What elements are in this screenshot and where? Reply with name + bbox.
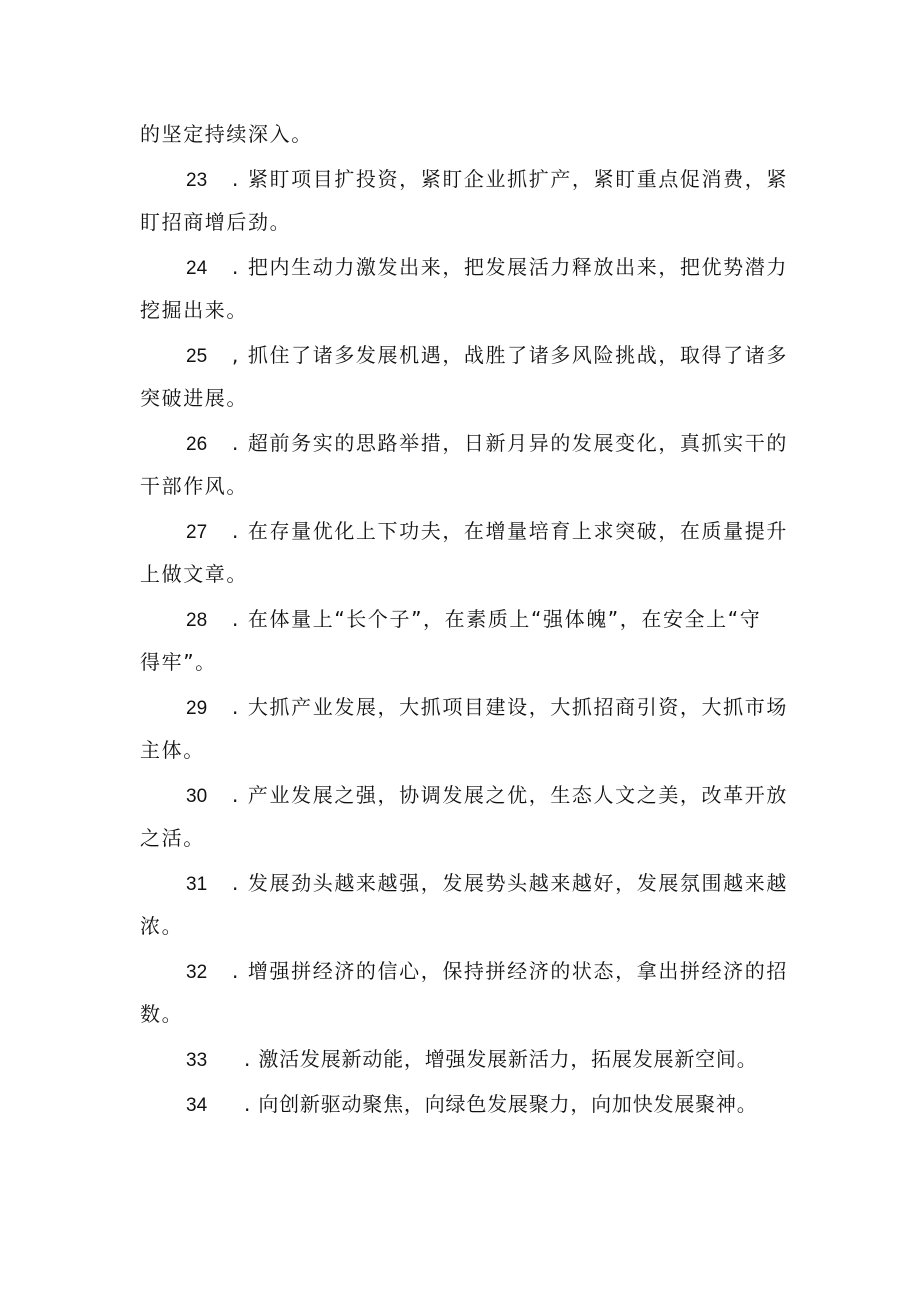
text-line xyxy=(140,911,790,941)
line-text: 浓。 xyxy=(140,914,184,938)
item-number: 23 xyxy=(186,170,208,191)
line-text: 突破进展。 xyxy=(140,386,248,410)
text-line xyxy=(140,559,790,589)
text-line xyxy=(140,471,790,501)
list-item-23 xyxy=(140,164,790,194)
list-item-24 xyxy=(140,252,790,282)
item-number: 25 xyxy=(186,346,208,367)
line-text: . 把内生动力激发出来，把发展活力释放出来，把优势潜力 xyxy=(232,255,788,279)
line-text: 主体。 xyxy=(140,738,205,762)
line-text: . 超前务实的思路举措，日新月异的发展变化，真抓实干的 xyxy=(232,431,788,455)
line-text: 得牢”。 xyxy=(140,650,217,674)
item-number: 27 xyxy=(186,522,208,543)
line-text: . 大抓产业发展，大抓项目建设，大抓招商引资，大抓市场 xyxy=(232,695,788,719)
text-line xyxy=(140,119,790,149)
list-item-32 xyxy=(140,956,790,986)
list-item-31 xyxy=(140,868,790,898)
text-line xyxy=(140,735,790,765)
text-line xyxy=(140,383,790,413)
text-line xyxy=(140,647,790,677)
line-text: . 激活发展新动能，增强发展新活力，拓展发展新空间。 xyxy=(244,1047,758,1071)
item-number: 32 xyxy=(186,962,208,983)
item-number: 28 xyxy=(186,610,208,631)
text-line xyxy=(140,823,790,853)
line-text: 的坚定持续深入。 xyxy=(140,122,313,146)
line-text: 数。 xyxy=(140,1002,184,1026)
line-text: . 向创新驱动聚焦，向绿色发展聚力，向加快发展聚神。 xyxy=(244,1092,758,1116)
list-item-26 xyxy=(140,428,790,458)
line-text: . 在存量优化上下功夫，在增量培育上求突破，在质量提升 xyxy=(232,519,788,543)
list-item-29 xyxy=(140,692,790,722)
line-text: . 增强拼经济的信心，保持拼经济的状态，拿出拼经济的招 xyxy=(232,959,788,983)
list-item-30 xyxy=(140,780,790,810)
line-text: 上做文章。 xyxy=(140,562,248,586)
list-item-25 xyxy=(140,340,790,370)
line-text: . 产业发展之强，协调发展之优，生态人文之美，改革开放 xyxy=(232,783,788,807)
line-text: . 在体量上“长个子”，在素质上“强体魄”，在安全上“守 xyxy=(232,607,762,631)
line-text: 之活。 xyxy=(140,826,205,850)
line-text: 挖掘出来。 xyxy=(140,298,248,322)
item-number: 34 xyxy=(186,1095,208,1116)
line-text: . 紧盯项目扩投资，紧盯企业抓扩产，紧盯重点促消费，紧 xyxy=(232,167,788,191)
line-text: . 发展劲头越来越强，发展势头越来越好，发展氛围越来越 xyxy=(232,871,788,895)
text-line xyxy=(140,207,790,237)
item-number: 26 xyxy=(186,434,208,455)
item-number: 30 xyxy=(186,786,208,807)
item-number: 29 xyxy=(186,698,208,719)
line-text: 干部作风。 xyxy=(140,474,248,498)
list-item-28 xyxy=(140,604,790,634)
line-text: , 抓住了诸多发展机遇，战胜了诸多风险挑战，取得了诸多 xyxy=(232,343,788,367)
item-number: 31 xyxy=(186,874,208,895)
list-item-33 xyxy=(140,1044,790,1074)
item-number: 33 xyxy=(186,1050,208,1071)
list-item-27 xyxy=(140,516,790,546)
text-line xyxy=(140,295,790,325)
item-number: 24 xyxy=(186,258,208,279)
text-line xyxy=(140,999,790,1029)
list-item-34 xyxy=(140,1089,790,1119)
line-text: 盯招商增后劲。 xyxy=(140,210,292,234)
